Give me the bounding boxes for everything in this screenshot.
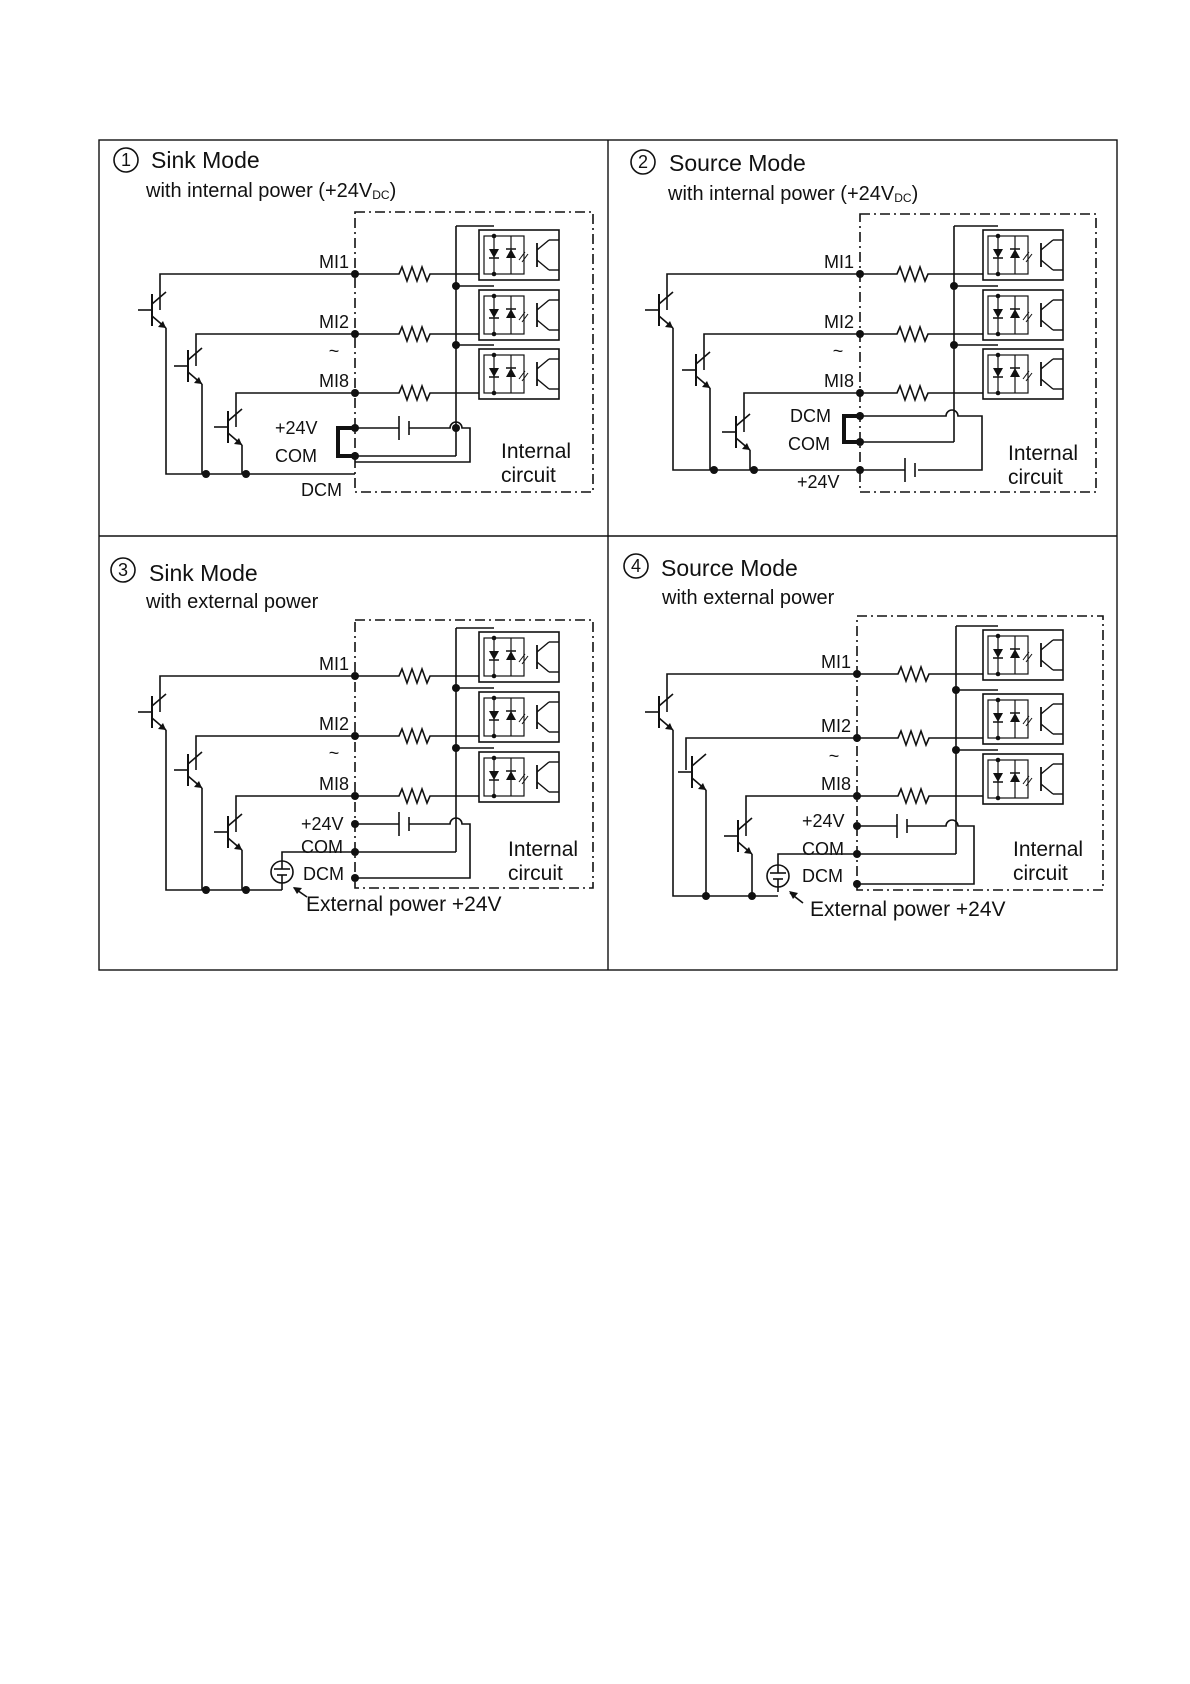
panel-number: 3 <box>117 560 129 580</box>
panel-source-internal <box>631 150 1096 492</box>
terminal-label: +24V <box>797 472 840 492</box>
internal-circuit-label: circuit <box>508 862 563 885</box>
terminal-label: MI8 <box>820 774 851 794</box>
terminal-label: MI2 <box>318 714 349 734</box>
terminal-label: ~ <box>328 743 340 763</box>
terminal-label: MI8 <box>823 371 854 391</box>
terminal-label: MI2 <box>823 312 854 332</box>
panel-source-external <box>624 554 1103 921</box>
panel-number: 4 <box>630 556 642 576</box>
panel-number: 2 <box>637 152 649 172</box>
internal-circuit-label: circuit <box>1008 466 1063 489</box>
terminal-label: MI8 <box>318 371 349 391</box>
terminal-label: MI2 <box>820 716 851 736</box>
panel-subtitle: with external power <box>662 587 835 609</box>
terminal-label: ~ <box>828 746 840 766</box>
external-power-label: External power +24V <box>810 898 1006 921</box>
terminal-label: COM <box>802 839 844 859</box>
terminal-label: MI1 <box>318 252 349 272</box>
panel-sink-external <box>111 558 593 916</box>
internal-circuit-label: circuit <box>1013 862 1068 885</box>
terminal-label: COM <box>301 837 343 857</box>
terminal-label: +24V <box>301 814 344 834</box>
panel-title: Sink Mode <box>149 560 258 586</box>
panel-subtitle: with internal power (+24VDC) <box>146 180 397 202</box>
terminal-label: ~ <box>328 341 340 361</box>
panel-title: Source Mode <box>661 555 798 581</box>
panel-title: Source Mode <box>669 150 806 176</box>
panel-subtitle: with internal power (+24VDC) <box>668 183 919 205</box>
terminal-label: MI8 <box>318 774 349 794</box>
terminal-label: +24V <box>275 418 318 438</box>
panel-subtitle: with external power <box>146 591 319 613</box>
internal-circuit-label: Internal <box>1008 442 1079 465</box>
terminal-label: MI2 <box>318 312 349 332</box>
terminal-label: MI1 <box>823 252 854 272</box>
terminal-label: COM <box>275 446 317 466</box>
internal-circuit-label: Internal <box>508 838 579 861</box>
terminal-label: +24V <box>802 811 845 831</box>
internal-circuit-label: circuit <box>501 464 556 487</box>
terminal-label: MI1 <box>820 652 851 672</box>
terminal-label: DCM <box>790 406 831 426</box>
panel-sink-internal <box>114 147 593 500</box>
internal-circuit-label: Internal <box>501 440 572 463</box>
terminal-label: DCM <box>802 866 843 886</box>
panel-title: Sink Mode <box>151 147 260 173</box>
terminal-label: ~ <box>832 341 844 361</box>
external-power-label: External power +24V <box>306 893 502 916</box>
panel-number: 1 <box>120 150 132 170</box>
terminal-label: DCM <box>303 864 344 884</box>
terminal-label: MI1 <box>318 654 349 674</box>
terminal-label: COM <box>788 434 830 454</box>
terminal-label: DCM <box>301 480 342 500</box>
internal-circuit-label: Internal <box>1013 838 1084 861</box>
